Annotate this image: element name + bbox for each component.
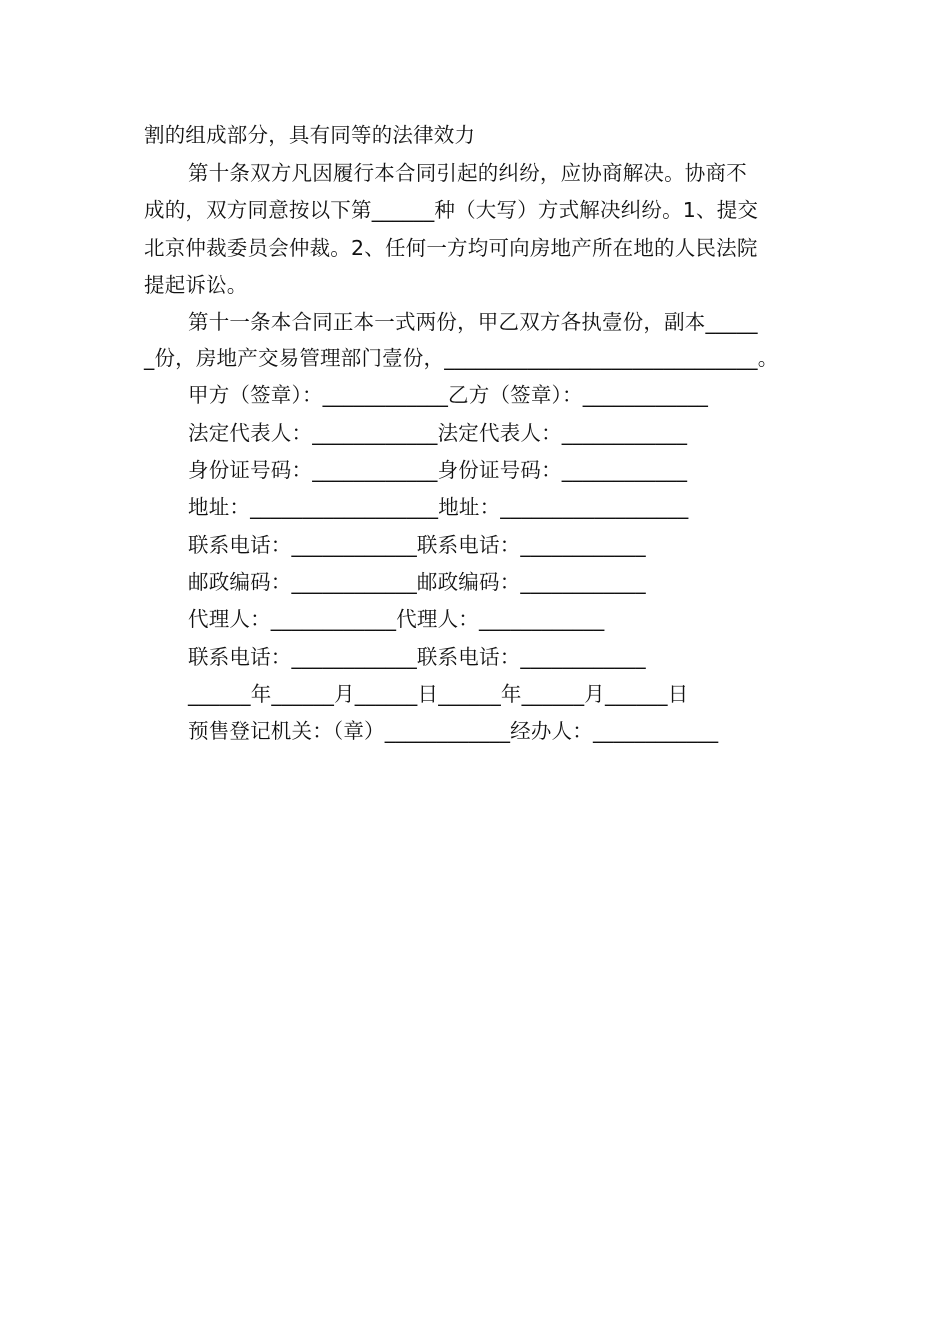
signature-date-line: ______年______月______日______年______月______日	[188, 682, 689, 706]
article-11-line-2: _份，房地产交易管理部门壹份，______________________________。	[144, 346, 779, 370]
article-10-line-2: 成的，双方同意按以下第______种（大写）方式解决纠纷。1、提交	[144, 198, 759, 222]
signature-address-line: 地址：__________________地址：__________________	[188, 495, 689, 519]
article-10-line-3: 北京仲裁委员会仲裁。2、任何一方均可向房地产所在地的人民法院	[144, 236, 758, 260]
article-10-line-1: 第十条双方凡因履行本合同引起的纠纷，应协商解决。协商不	[188, 161, 747, 185]
signature-legal-representative-line: 法定代表人：____________法定代表人：____________	[188, 421, 688, 445]
signature-phone-line: 联系电话：____________联系电话：____________	[188, 533, 646, 557]
signature-id-number-line: 身份证号码：____________身份证号码：____________	[188, 458, 688, 482]
signature-postal-code-line: 邮政编码：____________邮政编码：____________	[188, 570, 646, 594]
signature-agent-phone-line: 联系电话：____________联系电话：____________	[188, 645, 646, 669]
paragraph-continuation: 割的组成部分，具有同等的法律效力	[144, 123, 476, 147]
signature-agent-line: 代理人：____________代理人：____________	[188, 607, 605, 631]
signature-party-seal-line: 甲方（签章）：____________乙方（签章）：____________	[188, 383, 709, 407]
article-11-line-1: 第十一条本合同正本一式两份，甲乙双方各执壹份，副本_____	[188, 310, 758, 334]
registration-authority-line: 预售登记机关：（章）____________经办人：____________	[188, 719, 719, 743]
article-10-line-4: 提起诉讼。	[144, 273, 248, 297]
